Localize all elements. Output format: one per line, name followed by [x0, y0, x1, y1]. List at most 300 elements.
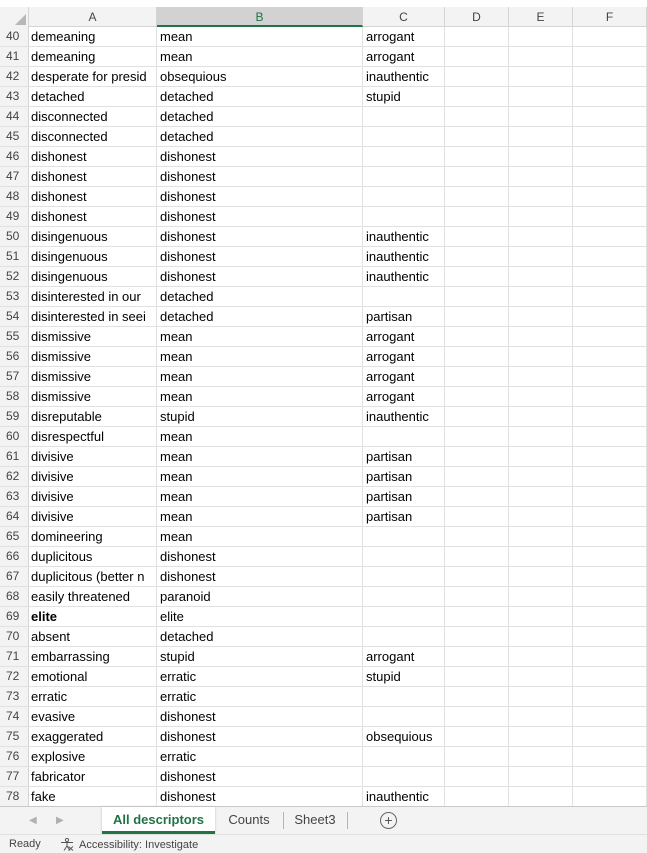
cell-d[interactable] — [445, 587, 509, 606]
table-row — [0, 387, 647, 407]
cell-a[interactable]: disrespectful — [29, 427, 157, 446]
table-row — [0, 27, 647, 47]
row-header[interactable]: 66 — [0, 547, 29, 566]
cell-a[interactable]: desperate for presid — [29, 67, 157, 86]
cell-c[interactable]: inauthentic — [363, 267, 445, 286]
row-header[interactable]: 61 — [0, 447, 29, 466]
cell-a[interactable]: explosive — [29, 747, 157, 766]
cell-b[interactable]: dishonest — [157, 567, 363, 586]
cell-b[interactable]: detached — [157, 287, 363, 306]
cell-e[interactable] — [509, 267, 573, 286]
cell-e[interactable] — [509, 287, 573, 306]
cell-c[interactable] — [363, 107, 445, 126]
cell-d[interactable] — [445, 447, 509, 466]
cell-c[interactable]: inauthentic — [363, 407, 445, 426]
cell-b[interactable]: dishonest — [157, 167, 363, 186]
cell-c[interactable]: arrogant — [363, 27, 445, 46]
cell-f[interactable] — [573, 747, 647, 766]
cell-b[interactable]: dishonest — [157, 207, 363, 226]
cell-f[interactable] — [573, 667, 647, 686]
next-sheet-arrow-icon[interactable]: ▶ — [56, 815, 64, 826]
table-row — [0, 467, 647, 487]
cell-f[interactable] — [573, 487, 647, 506]
table-row — [0, 127, 647, 147]
table-row — [0, 187, 647, 207]
cell-c[interactable] — [363, 167, 445, 186]
cell-a[interactable]: disinterested in our — [29, 287, 157, 306]
row-header[interactable]: 60 — [0, 427, 29, 446]
cell-b[interactable]: dishonest — [157, 547, 363, 566]
cell-d[interactable] — [445, 747, 509, 766]
row-header[interactable]: 78 — [0, 787, 29, 806]
accessibility-label: Accessibility: Investigate — [79, 838, 199, 851]
cell-a[interactable]: dishonest — [29, 187, 157, 206]
cell-a[interactable]: disingenuous — [29, 247, 157, 266]
row-header[interactable]: 68 — [0, 587, 29, 606]
cell-f[interactable] — [573, 727, 647, 746]
cell-e[interactable] — [509, 607, 573, 626]
row-header[interactable]: 76 — [0, 747, 29, 766]
cell-e[interactable] — [509, 407, 573, 426]
cell-e[interactable] — [509, 47, 573, 66]
cell-c[interactable] — [363, 627, 445, 646]
cell-c[interactable]: inauthentic — [363, 67, 445, 86]
cell-b[interactable]: detached — [157, 627, 363, 646]
column-header-a[interactable]: A — [29, 7, 157, 27]
cell-a[interactable]: fake — [29, 787, 157, 806]
cell-b[interactable]: dishonest — [157, 787, 363, 806]
cell-e[interactable] — [509, 767, 573, 786]
row-header[interactable]: 62 — [0, 467, 29, 486]
cell-b[interactable]: mean — [157, 447, 363, 466]
cell-d[interactable] — [445, 127, 509, 146]
cell-c[interactable]: partisan — [363, 467, 445, 486]
column-header-e[interactable]: E — [509, 7, 573, 27]
cell-f[interactable] — [573, 767, 647, 786]
table-row — [0, 747, 647, 767]
cell-e[interactable] — [509, 587, 573, 606]
cell-a[interactable]: disinterested in seei — [29, 307, 157, 326]
select-all-button[interactable] — [0, 7, 29, 27]
cell-f[interactable] — [573, 687, 647, 706]
row-header[interactable]: 41 — [0, 47, 29, 66]
cell-e[interactable] — [509, 427, 573, 446]
cell-f[interactable] — [573, 247, 647, 266]
cell-d[interactable] — [445, 567, 509, 586]
cell-d[interactable] — [445, 247, 509, 266]
cell-e[interactable] — [509, 347, 573, 366]
cell-a[interactable]: dismissive — [29, 387, 157, 406]
cell-f[interactable] — [573, 707, 647, 726]
row-header[interactable]: 75 — [0, 727, 29, 746]
cell-f[interactable] — [573, 527, 647, 546]
cell-a[interactable]: disconnected — [29, 127, 157, 146]
cell-f[interactable] — [573, 347, 647, 366]
cell-c[interactable] — [363, 587, 445, 606]
tab-all-descriptors[interactable]: All descriptors — [102, 807, 215, 834]
cell-d[interactable] — [445, 287, 509, 306]
cell-f[interactable] — [573, 187, 647, 206]
cell-d[interactable] — [445, 207, 509, 226]
cell-a[interactable]: disconnected — [29, 107, 157, 126]
cell-e[interactable] — [509, 507, 573, 526]
accessibility-icon — [60, 838, 74, 851]
cell-c[interactable]: arrogant — [363, 327, 445, 346]
cell-e[interactable] — [509, 247, 573, 266]
row-header[interactable]: 55 — [0, 327, 29, 346]
cell-e[interactable] — [509, 527, 573, 546]
row-header[interactable]: 47 — [0, 167, 29, 186]
cell-f[interactable] — [573, 307, 647, 326]
row-header[interactable]: 58 — [0, 387, 29, 406]
cell-c[interactable]: inauthentic — [363, 247, 445, 266]
row-header[interactable]: 53 — [0, 287, 29, 306]
cell-f[interactable] — [573, 387, 647, 406]
table-row — [0, 287, 647, 307]
cell-a[interactable]: demeaning — [29, 47, 157, 66]
cell-a[interactable]: disingenuous — [29, 227, 157, 246]
cell-f[interactable] — [573, 367, 647, 386]
cell-e[interactable] — [509, 487, 573, 506]
cell-e[interactable] — [509, 207, 573, 226]
cell-c[interactable]: inauthentic — [363, 227, 445, 246]
cell-a[interactable]: domineering — [29, 527, 157, 546]
cell-b[interactable]: mean — [157, 467, 363, 486]
cell-b[interactable]: detached — [157, 107, 363, 126]
column-header-b[interactable]: B — [157, 7, 363, 27]
cell-e[interactable] — [509, 307, 573, 326]
cell-b[interactable]: paranoid — [157, 587, 363, 606]
cell-f[interactable] — [573, 547, 647, 566]
cell-c[interactable]: arrogant — [363, 367, 445, 386]
cell-b[interactable]: dishonest — [157, 227, 363, 246]
column-header-f[interactable]: F — [573, 7, 647, 27]
cell-b[interactable]: dishonest — [157, 767, 363, 786]
cell-b[interactable]: obsequious — [157, 67, 363, 86]
cell-c[interactable] — [363, 707, 445, 726]
row-header[interactable]: 54 — [0, 307, 29, 326]
cell-c[interactable]: arrogant — [363, 647, 445, 666]
cell-e[interactable] — [509, 327, 573, 346]
cell-f[interactable] — [573, 287, 647, 306]
row-header[interactable]: 64 — [0, 507, 29, 526]
cell-f[interactable] — [573, 267, 647, 286]
cell-a[interactable]: exaggerated — [29, 727, 157, 746]
cell-e[interactable] — [509, 367, 573, 386]
cell-a[interactable]: dismissive — [29, 347, 157, 366]
cell-d[interactable] — [445, 47, 509, 66]
cell-f[interactable] — [573, 627, 647, 646]
table-row — [0, 427, 647, 447]
cell-c[interactable]: partisan — [363, 447, 445, 466]
cell-e[interactable] — [509, 747, 573, 766]
cell-b[interactable]: stupid — [157, 647, 363, 666]
cell-f[interactable] — [573, 327, 647, 346]
cell-d[interactable] — [445, 27, 509, 46]
row-header[interactable]: 73 — [0, 687, 29, 706]
cell-e[interactable] — [509, 187, 573, 206]
cell-e[interactable] — [509, 467, 573, 486]
cell-b[interactable]: dishonest — [157, 707, 363, 726]
cell-f[interactable] — [573, 607, 647, 626]
cell-a[interactable]: detached — [29, 87, 157, 106]
cell-f[interactable] — [573, 67, 647, 86]
cell-c[interactable]: stupid — [363, 87, 445, 106]
cell-e[interactable] — [509, 707, 573, 726]
cell-d[interactable] — [445, 67, 509, 86]
cell-c[interactable] — [363, 767, 445, 786]
cell-c[interactable]: obsequious — [363, 727, 445, 746]
cell-b[interactable]: erratic — [157, 687, 363, 706]
cell-c[interactable]: arrogant — [363, 347, 445, 366]
row-header[interactable]: 43 — [0, 87, 29, 106]
row-header[interactable]: 77 — [0, 767, 29, 786]
cell-c[interactable] — [363, 687, 445, 706]
cell-d[interactable] — [445, 187, 509, 206]
cell-d[interactable] — [445, 767, 509, 786]
cell-b[interactable]: detached — [157, 127, 363, 146]
cell-b[interactable]: mean — [157, 47, 363, 66]
cell-a[interactable]: dismissive — [29, 367, 157, 386]
row-header[interactable]: 70 — [0, 627, 29, 646]
cell-f[interactable] — [573, 407, 647, 426]
cell-e[interactable] — [509, 667, 573, 686]
cell-c[interactable]: arrogant — [363, 47, 445, 66]
cell-e[interactable] — [509, 67, 573, 86]
row-header[interactable]: 52 — [0, 267, 29, 286]
cell-c[interactable] — [363, 147, 445, 166]
cell-c[interactable] — [363, 187, 445, 206]
cell-e[interactable] — [509, 647, 573, 666]
cell-d[interactable] — [445, 107, 509, 126]
tab-counts[interactable]: Counts — [228, 812, 270, 827]
cell-e[interactable] — [509, 227, 573, 246]
cell-c[interactable] — [363, 287, 445, 306]
accessibility-status[interactable] — [60, 838, 198, 851]
cell-a[interactable]: dishonest — [29, 207, 157, 226]
row-header[interactable]: 72 — [0, 667, 29, 686]
row-header[interactable]: 65 — [0, 527, 29, 546]
cell-b[interactable]: stupid — [157, 407, 363, 426]
cell-d[interactable] — [445, 787, 509, 806]
cell-d[interactable] — [445, 267, 509, 286]
cell-a[interactable]: dishonest — [29, 167, 157, 186]
column-header-d[interactable]: D — [445, 7, 509, 27]
row-header[interactable]: 67 — [0, 567, 29, 586]
cell-f[interactable] — [573, 587, 647, 606]
cell-c[interactable]: arrogant — [363, 387, 445, 406]
cell-d[interactable] — [445, 87, 509, 106]
cell-f[interactable] — [573, 227, 647, 246]
cell-e[interactable] — [509, 387, 573, 406]
cell-c[interactable] — [363, 747, 445, 766]
cell-f[interactable] — [573, 47, 647, 66]
cell-a[interactable]: emotional — [29, 667, 157, 686]
cell-c[interactable]: partisan — [363, 487, 445, 506]
cell-f[interactable] — [573, 207, 647, 226]
cell-b[interactable]: mean — [157, 487, 363, 506]
prev-sheet-arrow-icon[interactable]: ◀ — [29, 815, 37, 826]
cell-b[interactable]: detached — [157, 307, 363, 326]
cell-f[interactable] — [573, 167, 647, 186]
row-header[interactable]: 51 — [0, 247, 29, 266]
cell-b[interactable]: mean — [157, 527, 363, 546]
cell-e[interactable] — [509, 87, 573, 106]
cell-d[interactable] — [445, 687, 509, 706]
cell-b[interactable]: mean — [157, 387, 363, 406]
cell-b[interactable]: mean — [157, 367, 363, 386]
cell-b[interactable]: dishonest — [157, 147, 363, 166]
cell-d[interactable] — [445, 647, 509, 666]
cell-f[interactable] — [573, 427, 647, 446]
cell-a[interactable]: duplicitous (better n — [29, 567, 157, 586]
cell-a[interactable]: dishonest — [29, 147, 157, 166]
cell-c[interactable] — [363, 127, 445, 146]
cell-b[interactable]: mean — [157, 327, 363, 346]
cell-f[interactable] — [573, 107, 647, 126]
cell-d[interactable] — [445, 327, 509, 346]
cell-a[interactable]: duplicitous — [29, 547, 157, 566]
row-header[interactable]: 50 — [0, 227, 29, 246]
row-header[interactable]: 57 — [0, 367, 29, 386]
cell-e[interactable] — [509, 167, 573, 186]
row-header[interactable]: 44 — [0, 107, 29, 126]
row-header[interactable]: 63 — [0, 487, 29, 506]
cell-a[interactable]: fabricator — [29, 767, 157, 786]
row-header[interactable]: 71 — [0, 647, 29, 666]
tab-sheet3[interactable]: Sheet3 — [294, 812, 336, 827]
cell-d[interactable] — [445, 347, 509, 366]
cell-b[interactable]: erratic — [157, 747, 363, 766]
cell-d[interactable] — [445, 607, 509, 626]
cell-c[interactable]: inauthentic — [363, 787, 445, 806]
cell-e[interactable] — [509, 447, 573, 466]
cell-a[interactable]: embarrassing — [29, 647, 157, 666]
cell-e[interactable] — [509, 787, 573, 806]
row-header[interactable]: 42 — [0, 67, 29, 86]
cell-b[interactable]: dishonest — [157, 247, 363, 266]
cell-d[interactable] — [445, 307, 509, 326]
cell-a[interactable]: easily threatened — [29, 587, 157, 606]
table-row — [0, 487, 647, 507]
row-header[interactable]: 45 — [0, 127, 29, 146]
cell-f[interactable] — [573, 787, 647, 806]
table-row — [0, 707, 647, 727]
cell-d[interactable] — [445, 507, 509, 526]
row-header[interactable]: 40 — [0, 27, 29, 46]
cell-d[interactable] — [445, 547, 509, 566]
cell-d[interactable] — [445, 387, 509, 406]
cell-c[interactable] — [363, 527, 445, 546]
cell-f[interactable] — [573, 87, 647, 106]
cell-b[interactable]: dishonest — [157, 187, 363, 206]
cell-e[interactable] — [509, 687, 573, 706]
column-header-c[interactable]: C — [363, 7, 445, 27]
cell-b[interactable]: dishonest — [157, 267, 363, 286]
cell-a[interactable]: disreputable — [29, 407, 157, 426]
cell-b[interactable]: mean — [157, 347, 363, 366]
cell-a[interactable]: absent — [29, 627, 157, 646]
cell-e[interactable] — [509, 127, 573, 146]
cell-d[interactable] — [445, 527, 509, 546]
cell-a[interactable]: elite — [29, 607, 157, 626]
cell-a[interactable]: evasive — [29, 707, 157, 726]
cell-d[interactable] — [445, 627, 509, 646]
cell-e[interactable] — [509, 147, 573, 166]
row-header[interactable]: 74 — [0, 707, 29, 726]
row-header[interactable]: 69 — [0, 607, 29, 626]
cell-f[interactable] — [573, 467, 647, 486]
cell-b[interactable]: dishonest — [157, 727, 363, 746]
cell-b[interactable]: mean — [157, 427, 363, 446]
cell-f[interactable] — [573, 507, 647, 526]
cell-d[interactable] — [445, 227, 509, 246]
cell-b[interactable]: detached — [157, 87, 363, 106]
cell-a[interactable]: divisive — [29, 487, 157, 506]
row-header[interactable]: 49 — [0, 207, 29, 226]
cell-a[interactable]: erratic — [29, 687, 157, 706]
cell-b[interactable]: mean — [157, 27, 363, 46]
cell-e[interactable] — [509, 107, 573, 126]
cell-a[interactable]: demeaning — [29, 27, 157, 46]
add-sheet-button[interactable]: + — [380, 812, 397, 829]
cell-e[interactable] — [509, 627, 573, 646]
row-header[interactable]: 48 — [0, 187, 29, 206]
cell-f[interactable] — [573, 447, 647, 466]
cell-c[interactable]: partisan — [363, 507, 445, 526]
cell-a[interactable]: dismissive — [29, 327, 157, 346]
cell-d[interactable] — [445, 167, 509, 186]
cell-d[interactable] — [445, 727, 509, 746]
cell-f[interactable] — [573, 567, 647, 586]
cell-c[interactable]: stupid — [363, 667, 445, 686]
cell-d[interactable] — [445, 467, 509, 486]
cell-a[interactable]: divisive — [29, 507, 157, 526]
cell-c[interactable] — [363, 547, 445, 566]
cell-e[interactable] — [509, 547, 573, 566]
cell-d[interactable] — [445, 407, 509, 426]
cell-e[interactable] — [509, 727, 573, 746]
cell-f[interactable] — [573, 647, 647, 666]
row-header[interactable]: 59 — [0, 407, 29, 426]
row-header[interactable]: 46 — [0, 147, 29, 166]
cell-c[interactable] — [363, 427, 445, 446]
cell-d[interactable] — [445, 147, 509, 166]
cell-e[interactable] — [509, 567, 573, 586]
cell-f[interactable] — [573, 127, 647, 146]
cell-d[interactable] — [445, 667, 509, 686]
cell-a[interactable]: divisive — [29, 467, 157, 486]
cell-f[interactable] — [573, 27, 647, 46]
cell-b[interactable]: elite — [157, 607, 363, 626]
cell-b[interactable]: mean — [157, 507, 363, 526]
cell-d[interactable] — [445, 367, 509, 386]
table-row — [0, 627, 647, 647]
cell-a[interactable]: divisive — [29, 447, 157, 466]
cell-d[interactable] — [445, 707, 509, 726]
cell-c[interactable] — [363, 567, 445, 586]
cell-b[interactable]: erratic — [157, 667, 363, 686]
row-header[interactable]: 56 — [0, 347, 29, 366]
cell-d[interactable] — [445, 427, 509, 446]
cell-d[interactable] — [445, 487, 509, 506]
cell-c[interactable] — [363, 207, 445, 226]
cell-c[interactable] — [363, 607, 445, 626]
cell-e[interactable] — [509, 27, 573, 46]
cell-c[interactable]: partisan — [363, 307, 445, 326]
cell-a[interactable]: disingenuous — [29, 267, 157, 286]
cell-f[interactable] — [573, 147, 647, 166]
